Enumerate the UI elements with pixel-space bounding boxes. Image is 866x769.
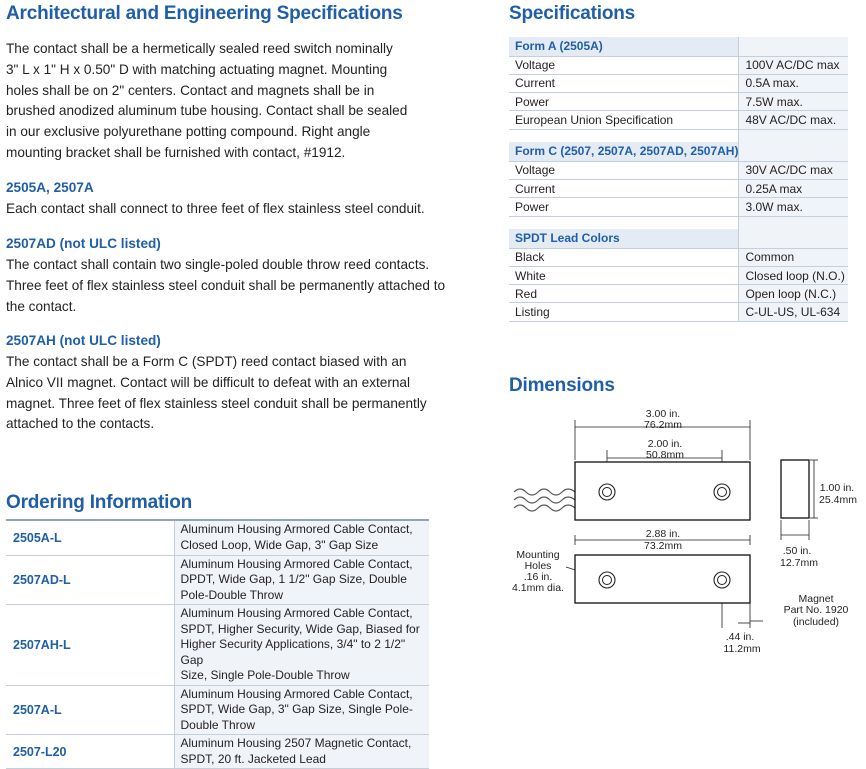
table-row (6, 735, 429, 769)
table-row (509, 179, 848, 197)
section-line: Alnico VII magnet. Contact will be difficult to defeat with an external (6, 374, 411, 390)
magnet-width-in: .50 in. (782, 545, 812, 557)
hole-centers-mm: 50.8mm (646, 449, 684, 461)
desc-line: SPDT, Wide Gap, 3" Gap Size, Single Pole- (180, 702, 413, 716)
spec-label: White (509, 266, 739, 284)
hole-offset-in: .44 in. (725, 631, 755, 643)
spec-group-heading (509, 142, 848, 161)
intro-line: in our exclusive polyurethane potting compound. Right angle (6, 124, 371, 140)
section-body-2507ad (6, 255, 445, 317)
order-description (174, 605, 429, 686)
table-row (6, 555, 429, 605)
intro-line: holes shall be on 2" centers. Contact and magnets shall be in (6, 82, 375, 98)
inner-length-mm: 73.2mm (644, 540, 682, 552)
spec-label: Voltage (509, 161, 739, 179)
inner-length-in: 2.88 in. (645, 528, 681, 540)
section-line: attached to the contacts. (6, 416, 155, 432)
group-heading: Form A (2505A) (509, 37, 739, 56)
desc-line: Aluminum Housing Armored Cable Contact, (180, 686, 413, 701)
spec-value: 100V AC/DC max (739, 56, 848, 74)
magnet-part-number: Part No. 1920 (783, 604, 849, 616)
arch-spec-title: Architectural and Engineering Specifications (6, 3, 403, 24)
mounting-holes-label: Holes (524, 560, 552, 572)
order-code: 2505A-L (6, 520, 174, 555)
contact-housing-bottom (575, 555, 750, 603)
spec-value: 48V AC/DC max. (739, 111, 848, 129)
section-line: Each contact shall connect to three feet of flex stainless steel conduit. (6, 201, 425, 216)
section-heading-2507ah: 2507AH (not ULC listed) (6, 333, 161, 348)
table-row (509, 93, 848, 111)
spec-value: 0.25A max (739, 179, 848, 197)
dimensions-diagram (500, 400, 866, 658)
section-heading-2507ad: 2507AD (not ULC listed) (6, 236, 161, 251)
ordering-table (6, 519, 429, 769)
table-row (509, 111, 848, 129)
spec-value: 0.5A max. (739, 74, 848, 92)
order-description (174, 735, 429, 769)
table-row (509, 56, 848, 74)
magnet-height-in: 1.00 in. (819, 482, 855, 494)
contact-housing-top (575, 462, 750, 520)
intro-line: brushed anodized aluminum tube housing. Contact shall be sealed (6, 103, 408, 119)
desc-line: Aluminum Housing Armored Cable Contact, (180, 522, 413, 537)
spec-label: Power (509, 93, 739, 111)
spec-value: 7.5W max. (739, 93, 848, 111)
spec-value: Open loop (N.C.) (739, 285, 848, 303)
table-row (6, 605, 429, 686)
section-line: Three feet of flex stainless steel conduit shall be permanently attached to (6, 277, 446, 293)
section-line: The contact shall contain two single-poled double throw reed contacts. (6, 257, 430, 272)
magnet-height-mm: 25.4mm (819, 494, 857, 506)
group-heading: SPDT Lead Colors (509, 229, 739, 248)
section-line: magnet. Three feet of flex stainless steel conduit shall be permanently (6, 395, 427, 411)
magnet-body (781, 460, 809, 518)
overall-length-mm: 76.2mm (644, 419, 682, 431)
table-row (509, 285, 848, 303)
table-row (509, 248, 848, 266)
spec-group-heading (509, 229, 848, 248)
spec-value: Common (739, 248, 848, 266)
table-row (509, 161, 848, 179)
desc-line: DPDT, Wide Gap, 1 1/2" Gap Size, Double (180, 572, 407, 586)
desc-line: Higher Security Applications, 3/4" to 2 1/2" Gap (180, 637, 406, 667)
spec-label: Current (509, 74, 739, 92)
desc-line: SPDT, Higher Security, Wide Gap, Biased for (180, 621, 420, 636)
desc-line: Aluminum Housing Armored Cable Contact, (180, 556, 413, 571)
intro-line: The contact shall be a hermetically sealed reed switch nominally (6, 41, 393, 56)
section-heading-2505a: 2505A, 2507A (6, 180, 94, 195)
section-body-2507ah (6, 352, 427, 435)
group-heading: Form C (2507, 2507A, 2507AD, 2507AH) (509, 142, 739, 161)
desc-line: Aluminum Housing 2507 Magnetic Contact, (180, 736, 412, 750)
mounting-holes-label: Mounting (516, 549, 560, 561)
table-row (509, 266, 848, 284)
order-code: 2507-L20 (6, 735, 174, 769)
spec-label: Current (509, 179, 739, 197)
desc-line: Closed Loop, Wide Gap, 3" Gap Size (180, 537, 379, 552)
order-code: 2507AD-L (6, 555, 174, 605)
table-row (509, 303, 848, 321)
table-row (6, 685, 429, 735)
desc-line: SPDT, 20 ft. Jacketed Lead (180, 751, 326, 766)
desc-line: Pole-Double Throw (180, 587, 283, 602)
section-body-2505a (6, 199, 425, 220)
spec-label: Black (509, 248, 739, 266)
armored-cable (514, 489, 575, 511)
spec-label: Listing (509, 303, 739, 321)
spec-value: Closed loop (N.O.) (739, 266, 848, 284)
hole-offset-mm: 11.2mm (723, 643, 761, 655)
desc-line: Double Throw (180, 717, 255, 732)
hole-centers-in: 2.00 in. (647, 438, 683, 450)
desc-line: Aluminum Housing Armored Cable Contact, (180, 606, 413, 620)
desc-line: Size, Single Pole-Double Throw (180, 668, 350, 682)
magnet-width-mm: 12.7mm (780, 557, 818, 569)
spec-label: Red (509, 285, 739, 303)
table-row (509, 198, 848, 216)
order-description (174, 555, 429, 605)
specs-title: Specifications (509, 3, 636, 24)
spec-label: Voltage (509, 56, 739, 74)
spec-value: 30V AC/DC max (739, 161, 848, 179)
order-description (174, 685, 429, 735)
order-description (174, 520, 429, 555)
dimensions-title: Dimensions (509, 375, 615, 396)
section-line: The contact shall be a Form C (SPDT) reed contact biased with an (6, 354, 407, 369)
intro-line: mounting bracket shall be furnished with contact, #1912. (6, 144, 346, 160)
arch-intro (6, 39, 407, 164)
order-code: 2507AH-L (6, 605, 174, 686)
spec-label: European Union Specification (509, 111, 739, 129)
spec-value: 3.0W max. (739, 198, 848, 216)
overall-length-in: 3.00 in. (645, 408, 681, 420)
spec-value: C-UL-US, UL-634 (739, 303, 848, 321)
table-row (509, 74, 848, 92)
table-row (6, 520, 429, 555)
order-code: 2507A-L (6, 685, 174, 735)
specs-table (509, 37, 848, 322)
spec-label: Power (509, 198, 739, 216)
intro-line: 3" L x 1" H x 0.50" D with matching actuating magnet. Mounting (6, 61, 388, 77)
spec-group-heading (509, 37, 848, 56)
magnet-included-note: (included) (792, 616, 840, 628)
section-line: the contact. (6, 298, 77, 314)
magnet-label: Magnet (798, 593, 834, 605)
mounting-holes-size-mm: 4.1mm dia. (512, 582, 564, 594)
mounting-holes-size-in: .16 in. (523, 571, 553, 583)
ordering-title: Ordering Information (6, 492, 193, 513)
